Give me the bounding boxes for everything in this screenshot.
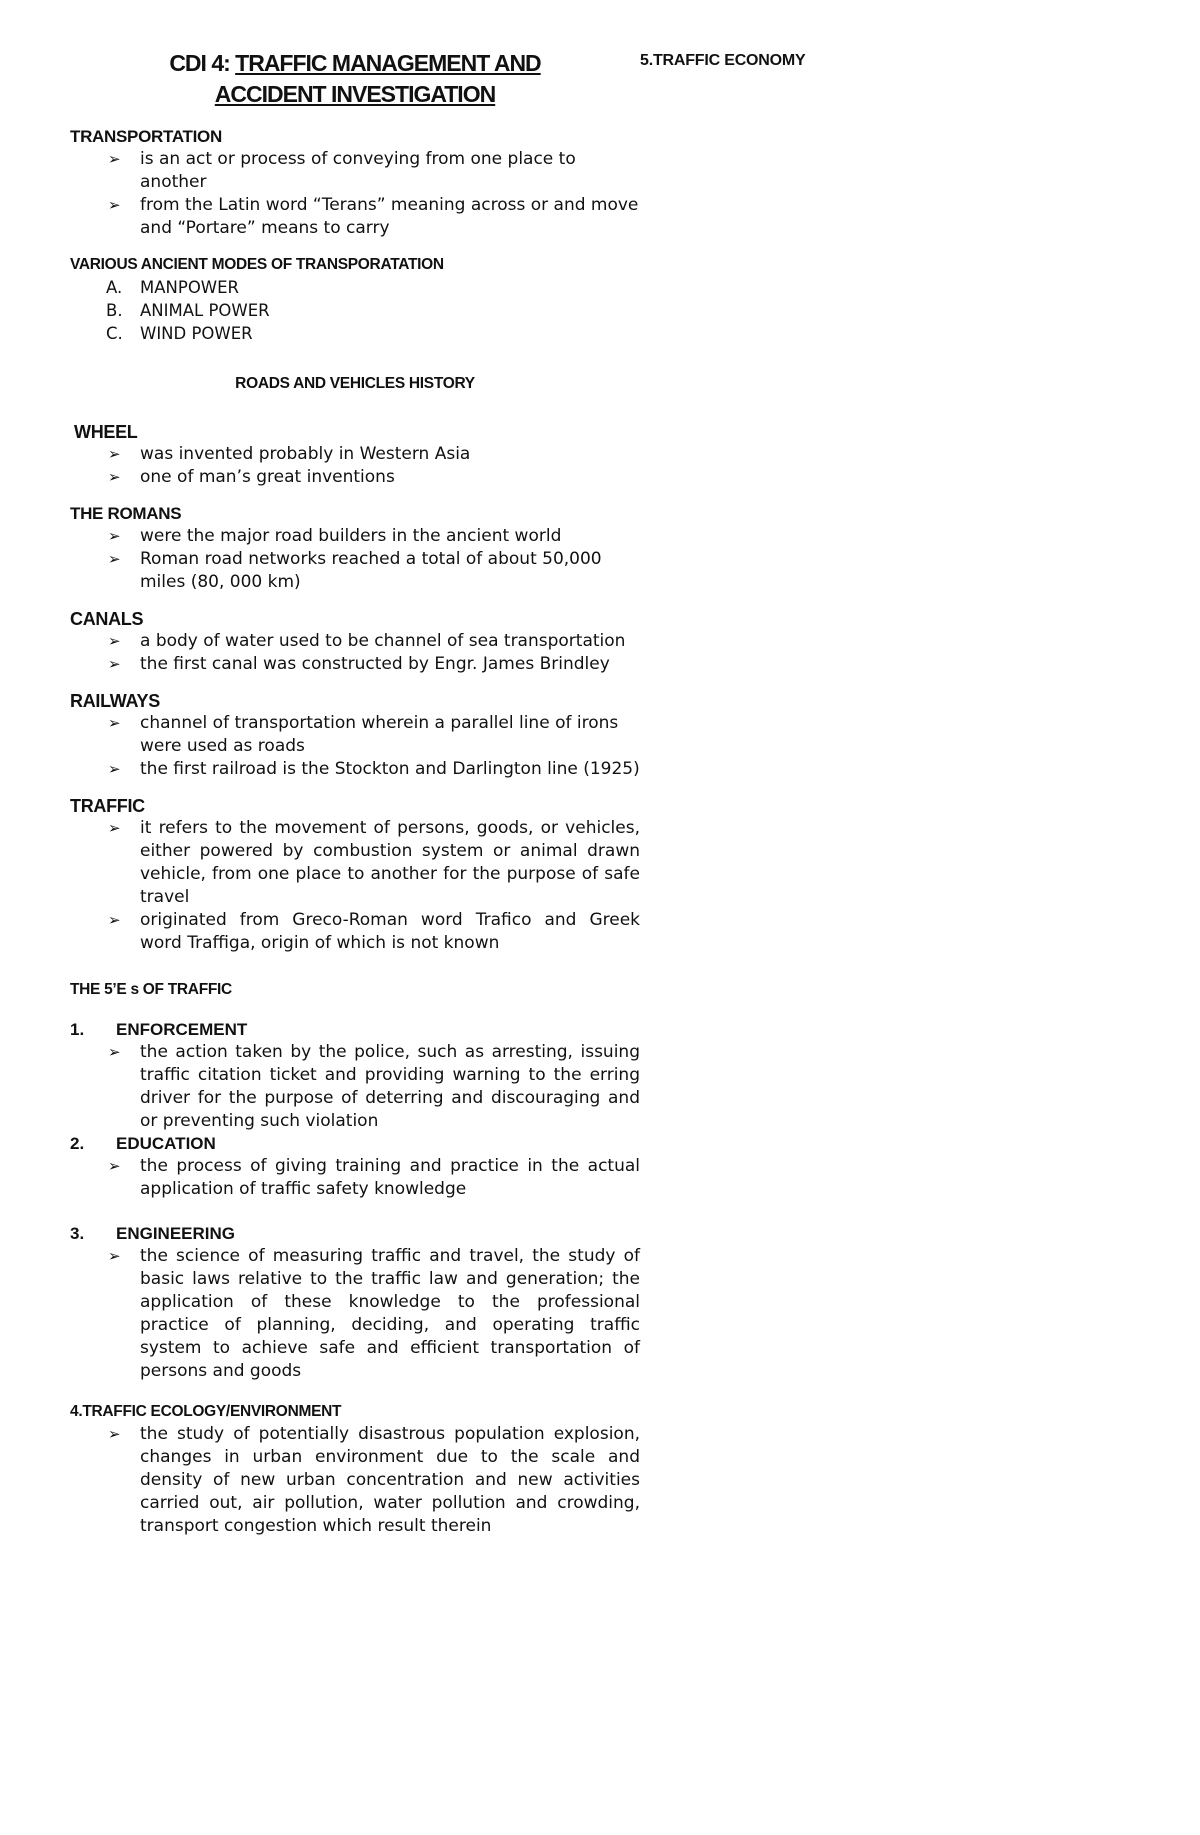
arrow-bullet-icon: ➢ — [108, 1157, 121, 1175]
list-item: A. MANPOWER — [106, 278, 240, 297]
list-item: ➢ is an act or process of conveying from one place to another — [108, 149, 576, 192]
education-list — [70, 1155, 640, 1201]
engineering-heading: 3. ENGINEERING — [70, 1224, 236, 1243]
railways-heading: RAILWAYS — [70, 691, 160, 711]
list-item: ➢ the science of measuring traffic and travel, the study of basic laws relative to the traffic law and generation; the application of these knowledge to the professional practice of planning, deciding, and operating traffic system to achieve safe and efficient transportation of persons and goods — [108, 1246, 640, 1381]
list-item: C. WIND POWER — [106, 324, 253, 343]
list-item: ➢ channel of transportation wherein a parallel line of irons were used as roads — [108, 713, 619, 756]
canals-list — [70, 630, 640, 676]
wheel-list — [70, 443, 640, 489]
list-item: ➢ were the major road builders in the ancient world — [108, 526, 562, 546]
left-column — [70, 48, 640, 1552]
ecology-list — [70, 1423, 640, 1538]
romans-list — [70, 525, 640, 594]
arrow-bullet-icon: ➢ — [108, 445, 121, 463]
education-heading: 2. EDUCATION — [70, 1134, 216, 1153]
title-line2: ACCIDENT INVESTIGATION — [214, 81, 496, 107]
arrow-bullet-icon: ➢ — [108, 1425, 121, 1443]
transportation-heading: TRANSPORTATION — [70, 127, 222, 146]
list-item: ➢ originated from Greco-Roman word Trafico and Greek word Traffiga, origin of which is not known — [108, 910, 640, 953]
list-item: ➢ the study of potentially disastrous population explosion, changes in urban environment due to the scale and density of new urban concentration and new activities carried out, air pollution, water pollution and crowding, transport congestion which result therein — [108, 1424, 640, 1536]
ancient-modes-heading: VARIOUS ANCIENT MODES OF TRANSPORATATION — [70, 256, 444, 273]
document-title — [70, 48, 640, 110]
title-prefix: CDI 4: — [169, 50, 236, 76]
traffic-economy-heading: 5.TRAFFIC ECONOMY — [640, 52, 806, 69]
arrow-bullet-icon: ➢ — [108, 760, 121, 778]
arrow-bullet-icon: ➢ — [108, 632, 121, 650]
list-item: B. ANIMAL POWER — [106, 301, 270, 320]
enforcement-list — [70, 1041, 640, 1133]
arrow-bullet-icon: ➢ — [108, 550, 121, 568]
engineering-list — [70, 1245, 640, 1383]
title-line1: TRAFFIC MANAGEMENT AND — [235, 50, 541, 76]
arrow-bullet-icon: ➢ — [108, 527, 121, 545]
arrow-bullet-icon: ➢ — [108, 1247, 121, 1265]
right-column — [640, 52, 940, 70]
five-es-heading: THE 5’E s OF TRAFFIC — [70, 981, 232, 998]
enforcement-heading: 1. ENFORCEMENT — [70, 1020, 248, 1039]
arrow-bullet-icon: ➢ — [108, 468, 121, 486]
arrow-bullet-icon: ➢ — [108, 819, 121, 837]
arrow-bullet-icon: ➢ — [108, 196, 121, 214]
ecology-heading: 4.TRAFFIC ECOLOGY/ENVIRONMENT — [70, 1403, 342, 1420]
romans-heading: THE ROMANS — [70, 504, 182, 523]
list-item: ➢ one of man’s great inventions — [108, 467, 395, 487]
railways-list — [70, 712, 640, 781]
arrow-bullet-icon: ➢ — [108, 1043, 121, 1061]
traffic-heading: TRAFFIC — [70, 796, 145, 816]
list-item: ➢ the action taken by the police, such as arresting, issuing traffic citation ticket and providing warning to the erring driver for the purpose of deterring and discouraging and or preventing such violation — [108, 1042, 640, 1131]
list-item: ➢ Roman road networks reached a total of about 50,000 miles (80, 000 km) — [108, 549, 602, 592]
traffic-list — [70, 817, 640, 955]
arrow-bullet-icon: ➢ — [108, 150, 121, 168]
arrow-bullet-icon: ➢ — [108, 655, 121, 673]
ancient-modes-list — [70, 276, 640, 345]
list-item: ➢ the first canal was constructed by Engr. James Brindley — [108, 654, 610, 674]
transportation-list — [70, 148, 640, 240]
arrow-bullet-icon: ➢ — [108, 714, 121, 732]
wheel-heading: WHEEL — [74, 422, 138, 442]
list-item: ➢ it refers to the movement of persons, goods, or vehicles, either powered by combustion system or animal drawn vehicle, from one place to another for the purpose of safe travel — [108, 818, 640, 907]
list-item: ➢ from the Latin word “Terans” meaning across or and move and “Portare” means to carry — [108, 195, 639, 238]
arrow-bullet-icon: ➢ — [108, 911, 121, 929]
list-item: ➢ the process of giving training and practice in the actual application of traffic safety knowledge — [108, 1156, 640, 1199]
list-item: ➢ a body of water used to be channel of sea transportation — [108, 631, 626, 651]
list-item: ➢ the first railroad is the Stockton and Darlington line (1925) — [108, 759, 640, 779]
roads-history-heading: ROADS AND VEHICLES HISTORY — [235, 375, 475, 392]
list-item: ➢ was invented probably in Western Asia — [108, 444, 471, 464]
canals-heading: CANALS — [70, 609, 144, 629]
